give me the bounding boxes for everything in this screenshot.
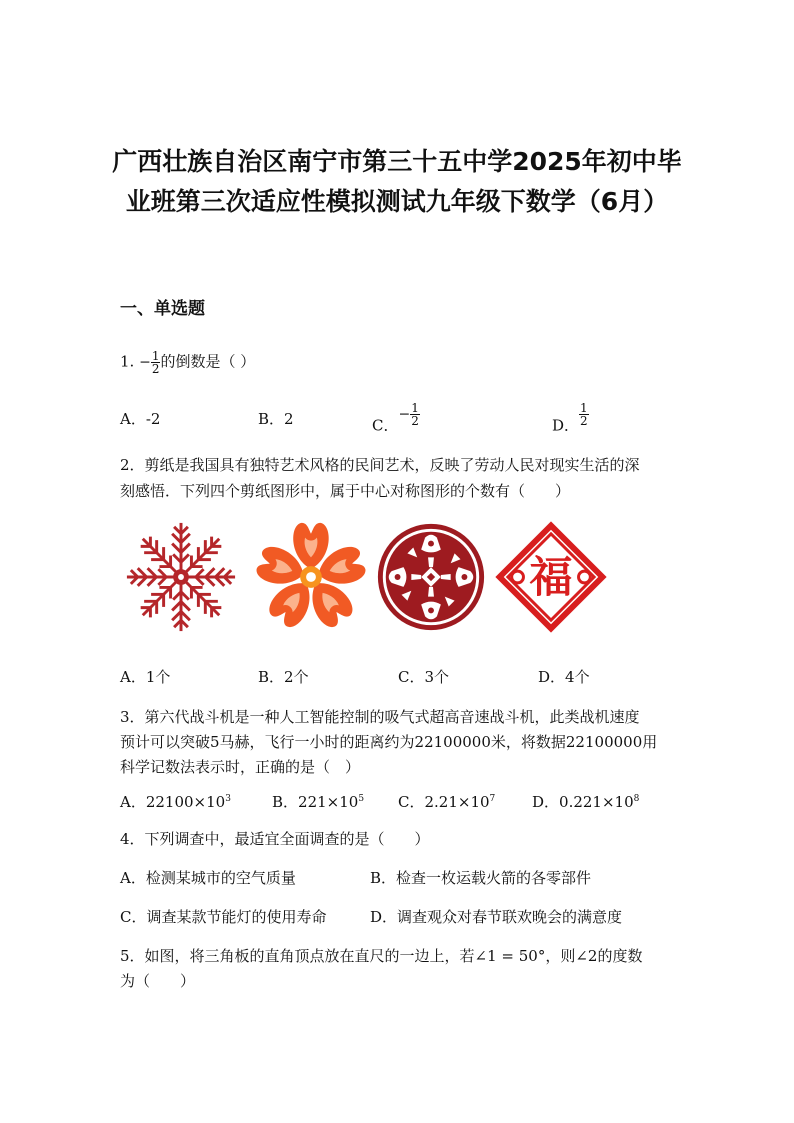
question-4: 4．下列调查中，最适宜全面调查的是（ ）: [120, 830, 430, 848]
q2-option-b[interactable]: B．2个: [258, 668, 309, 686]
q3-option-b[interactable]: [272, 791, 364, 812]
option-label: B．: [272, 793, 299, 811]
question-2-line-2: 刻感悟．下列四个剪纸图形中，属于中心对称图形的个数有（ ）: [120, 482, 571, 500]
fraction-denominator: 2: [580, 414, 588, 428]
question-2-line-1: 2．剪纸是我国具有独特艺术风格的民间艺术，反映了劳动人民对现实生活的深: [120, 456, 640, 474]
q4-option-c[interactable]: C．调查某款节能灯的使用寿命: [120, 908, 327, 926]
q3-option-a[interactable]: [120, 791, 231, 812]
minus-sign: −: [398, 406, 411, 423]
q1-option-c[interactable]: [372, 402, 420, 436]
q2-option-c[interactable]: C．3个: [398, 668, 450, 686]
math-exponent: 8: [633, 794, 640, 804]
document-title-line-1: 广西壮族自治区南宁市第三十五中学2025年初中毕: [112, 147, 682, 176]
question-5-line-2: 为（ ）: [120, 972, 196, 990]
math-exponent: 5: [358, 794, 365, 804]
fraction: [579, 402, 589, 427]
question-number: 1.: [120, 352, 135, 371]
fraction: [410, 402, 420, 427]
minus-sign: −: [139, 354, 151, 371]
math-exponent: 7: [489, 794, 496, 804]
fraction-numerator: 1: [580, 401, 588, 415]
q4-option-a[interactable]: A．检测某城市的空气质量: [120, 869, 296, 887]
snowflake-papercut-image: [122, 518, 240, 636]
q2-option-a[interactable]: A．1个: [120, 668, 171, 686]
document-title-line-2: 业班第三次适应性模拟测试九年级下数学（6月）: [125, 187, 669, 216]
question-3-line-2: 预计可以突破5马赫，飞行一小时的距离约为22100000米，将数据22100000用: [120, 733, 658, 751]
option-label: A．: [120, 793, 146, 811]
question-5-line-1: 5．如图，将三角板的直角顶点放在直尺的一边上，若∠1 = 50°，则∠2的度数: [120, 947, 643, 965]
option-label: C．: [398, 793, 425, 811]
q3-option-d[interactable]: [532, 791, 639, 812]
q2-option-d[interactable]: D．4个: [538, 668, 590, 686]
fu-character: 福: [529, 552, 573, 603]
flower-papercut-image: [252, 518, 370, 636]
math-base: 221×10: [298, 793, 359, 811]
q1-option-a[interactable]: A．-2: [120, 410, 161, 428]
math-exponent: 3: [225, 794, 231, 804]
math-base: 22100×10: [145, 793, 226, 811]
option-label: C．: [372, 416, 399, 435]
q1-option-d[interactable]: [552, 402, 589, 436]
q4-option-d[interactable]: D．调查观众对春节联欢晚会的满意度: [370, 908, 623, 926]
fu-character-papercut-image: [492, 518, 610, 636]
option-label: D．: [532, 793, 560, 811]
q1-option-b[interactable]: B．2: [258, 410, 294, 428]
math-base: 0.221×10: [559, 793, 634, 811]
question-3-line-1: 3．第六代战斗机是一种人工智能控制的吸气式超高音速战斗机，此类战机速度: [120, 708, 640, 726]
option-label: D．: [552, 416, 580, 435]
question-3-line-3: 科学记数法表示时，正确的是（ ）: [120, 758, 361, 776]
section-heading: 一、单选题: [120, 299, 205, 319]
question-text: 的倒数是（ ）: [160, 352, 256, 371]
round-papercut-image: [372, 518, 490, 636]
fraction-denominator: 2: [151, 362, 160, 376]
fraction-numerator: 1: [411, 401, 419, 415]
fraction-denominator: 2: [411, 414, 419, 428]
q4-option-b[interactable]: B．检查一枚运载火箭的各零部件: [370, 869, 592, 887]
q3-option-c[interactable]: [398, 791, 495, 812]
fraction-numerator: 1: [151, 349, 160, 363]
question-1: [120, 350, 255, 375]
math-base: 2.21×10: [424, 793, 490, 811]
